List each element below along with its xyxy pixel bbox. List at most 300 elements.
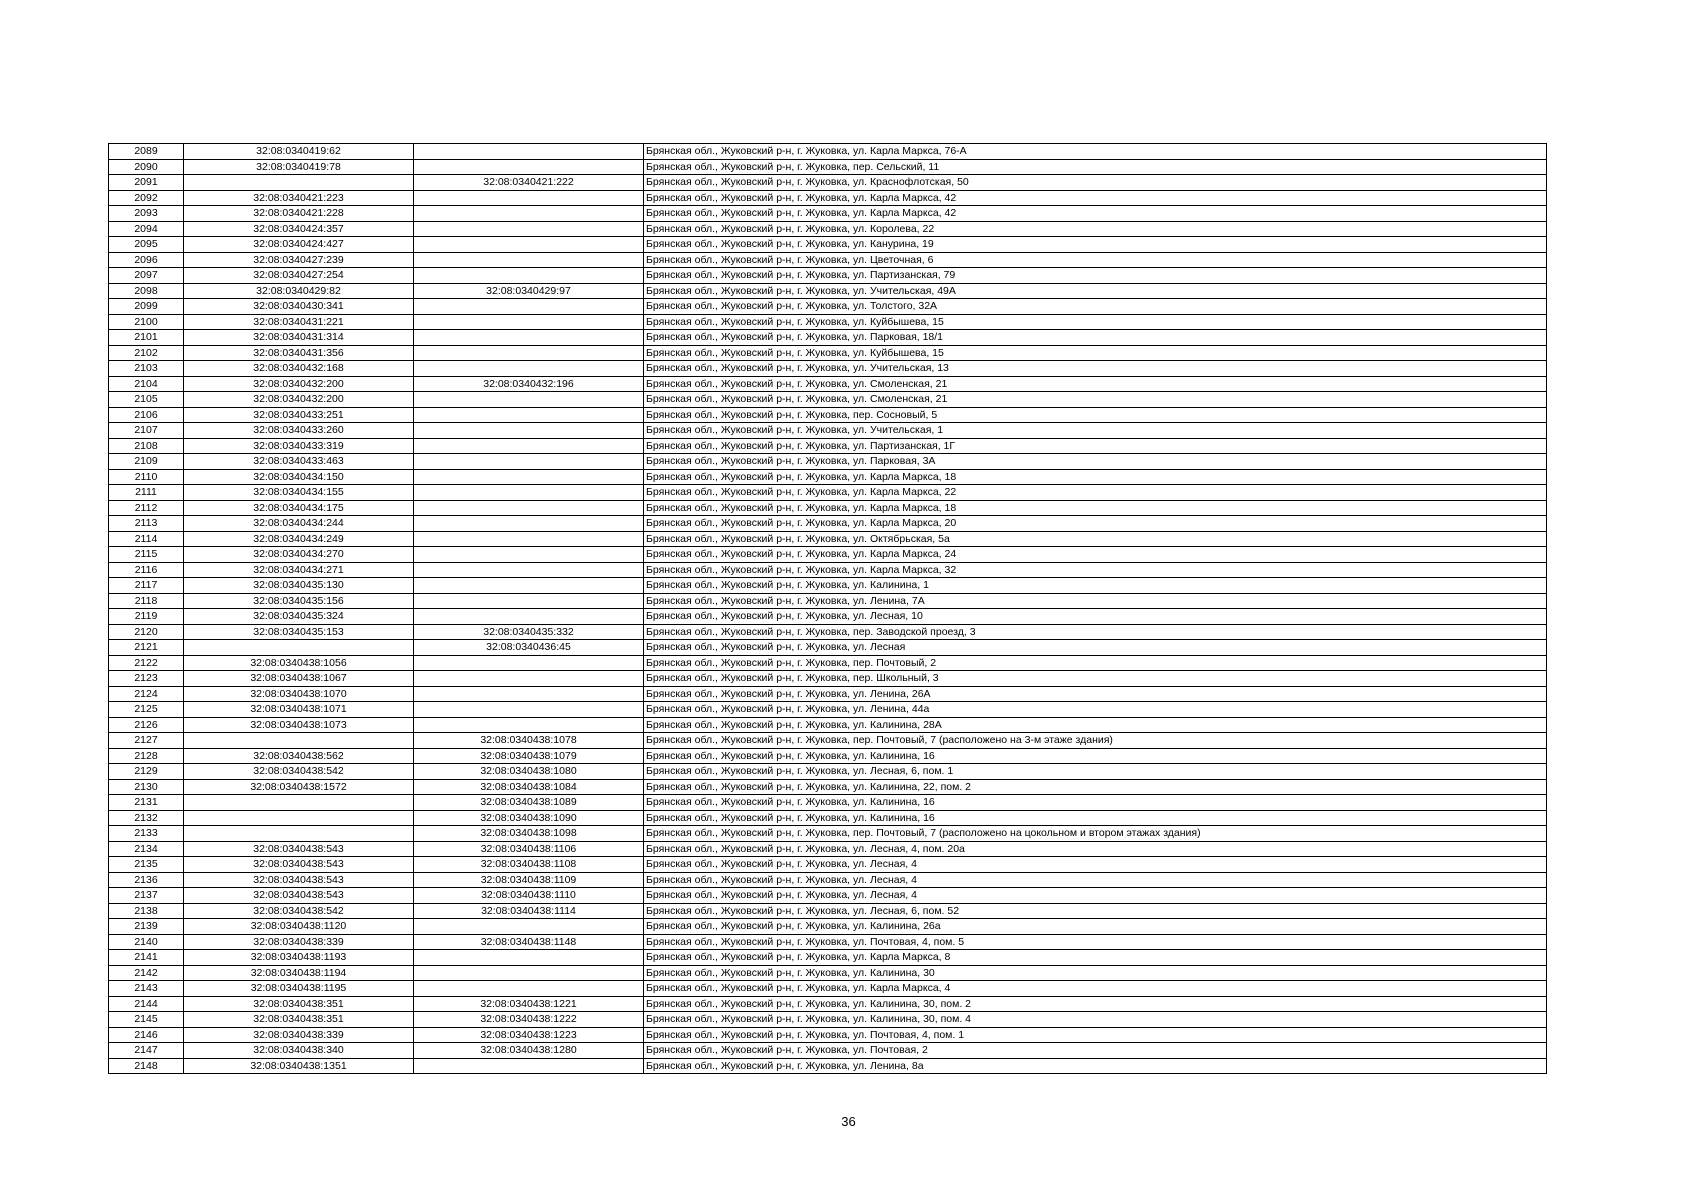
row-number-cell: 2104 <box>109 376 184 392</box>
cadastral-number-cell: 32:08:0340438:1120 <box>184 919 414 935</box>
related-cadastral-number-cell <box>414 655 644 671</box>
table-row <box>109 516 1547 532</box>
row-number-cell: 2107 <box>109 423 184 439</box>
related-cadastral-number-cell <box>414 144 644 160</box>
related-cadastral-number-cell <box>414 330 644 346</box>
cadastral-number-cell: 32:08:0340435:324 <box>184 609 414 625</box>
related-cadastral-number-cell <box>414 531 644 547</box>
row-number-cell: 2093 <box>109 206 184 222</box>
related-cadastral-number-cell <box>414 609 644 625</box>
table-row <box>109 423 1547 439</box>
address-cell: Брянская обл., Жуковский р-н, г. Жуковка, ул. Калинина, 30 <box>644 965 1547 981</box>
row-number-cell: 2100 <box>109 314 184 330</box>
row-number-cell: 2115 <box>109 547 184 563</box>
table-row <box>109 485 1547 501</box>
row-number-cell: 2148 <box>109 1058 184 1074</box>
address-cell: Брянская обл., Жуковский р-н, г. Жуковка, ул. Лесная, 4, пом. 20а <box>644 841 1547 857</box>
row-number-cell: 2089 <box>109 144 184 160</box>
related-cadastral-number-cell <box>414 314 644 330</box>
cadastral-number-cell: 32:08:0340438:340 <box>184 1043 414 1059</box>
cadastral-number-cell: 32:08:0340434:249 <box>184 531 414 547</box>
row-number-cell: 2103 <box>109 361 184 377</box>
table-row <box>109 1058 1547 1074</box>
row-number-cell: 2132 <box>109 810 184 826</box>
related-cadastral-number-cell <box>414 299 644 315</box>
row-number-cell: 2091 <box>109 175 184 191</box>
row-number-cell: 2113 <box>109 516 184 532</box>
address-cell: Брянская обл., Жуковский р-н, г. Жуковка, ул. Учительская, 49А <box>644 283 1547 299</box>
table-row <box>109 1012 1547 1028</box>
related-cadastral-number-cell <box>414 686 644 702</box>
table-row <box>109 562 1547 578</box>
cadastral-number-cell: 32:08:0340419:78 <box>184 159 414 175</box>
row-number-cell: 2118 <box>109 593 184 609</box>
row-number-cell: 2102 <box>109 345 184 361</box>
related-cadastral-number-cell <box>414 407 644 423</box>
table-row <box>109 221 1547 237</box>
row-number-cell: 2134 <box>109 841 184 857</box>
table-row <box>109 996 1547 1012</box>
related-cadastral-number-cell <box>414 485 644 501</box>
address-cell: Брянская обл., Жуковский р-н, г. Жуковка, ул. Октябрьская, 5а <box>644 531 1547 547</box>
row-number-cell: 2139 <box>109 919 184 935</box>
cadastral-number-cell: 32:08:0340421:223 <box>184 190 414 206</box>
cadastral-number-cell: 32:08:0340433:319 <box>184 438 414 454</box>
related-cadastral-number-cell <box>414 469 644 485</box>
table-row <box>109 314 1547 330</box>
related-cadastral-number-cell: 32:08:0340438:1148 <box>414 934 644 950</box>
address-cell: Брянская обл., Жуковский р-н, г. Жуковка, ул. Учительская, 1 <box>644 423 1547 439</box>
address-cell: Брянская обл., Жуковский р-н, г. Жуковка, пер. Сельский, 11 <box>644 159 1547 175</box>
related-cadastral-number-cell: 32:08:0340438:1089 <box>414 795 644 811</box>
table-row <box>109 454 1547 470</box>
cadastral-number-cell: 32:08:0340438:1071 <box>184 702 414 718</box>
related-cadastral-number-cell <box>414 345 644 361</box>
table-row <box>109 159 1547 175</box>
cadastral-number-cell: 32:08:0340438:1070 <box>184 686 414 702</box>
address-cell: Брянская обл., Жуковский р-н, г. Жуковка, пер. Школьный, 3 <box>644 671 1547 687</box>
related-cadastral-number-cell: 32:08:0340438:1098 <box>414 826 644 842</box>
property-table <box>108 143 1547 1074</box>
table-row <box>109 810 1547 826</box>
cadastral-number-cell: 32:08:0340433:251 <box>184 407 414 423</box>
cadastral-number-cell <box>184 640 414 656</box>
table-row <box>109 144 1547 160</box>
related-cadastral-number-cell: 32:08:0340438:1223 <box>414 1027 644 1043</box>
row-number-cell: 2090 <box>109 159 184 175</box>
address-cell: Брянская обл., Жуковский р-н, г. Жуковка, пер. Сосновый, 5 <box>644 407 1547 423</box>
row-number-cell: 2135 <box>109 857 184 873</box>
related-cadastral-number-cell: 32:08:0340438:1114 <box>414 903 644 919</box>
related-cadastral-number-cell <box>414 221 644 237</box>
row-number-cell: 2120 <box>109 624 184 640</box>
cadastral-number-cell: 32:08:0340433:463 <box>184 454 414 470</box>
row-number-cell: 2092 <box>109 190 184 206</box>
row-number-cell: 2140 <box>109 934 184 950</box>
address-cell: Брянская обл., Жуковский р-н, г. Жуковка, ул. Учительская, 13 <box>644 361 1547 377</box>
address-cell: Брянская обл., Жуковский р-н, г. Жуковка, ул. Смоленская, 21 <box>644 392 1547 408</box>
address-cell: Брянская обл., Жуковский р-н, г. Жуковка, ул. Карла Маркса, 42 <box>644 206 1547 222</box>
address-cell: Брянская обл., Жуковский р-н, г. Жуковка, ул. Карла Маркса, 18 <box>644 469 1547 485</box>
cadastral-number-cell <box>184 810 414 826</box>
table-row <box>109 733 1547 749</box>
address-cell: Брянская обл., Жуковский р-н, г. Жуковка, ул. Ленина, 26А <box>644 686 1547 702</box>
row-number-cell: 2144 <box>109 996 184 1012</box>
address-cell: Брянская обл., Жуковский р-н, г. Жуковка, ул. Калинина, 16 <box>644 795 1547 811</box>
address-cell: Брянская обл., Жуковский р-н, г. Жуковка, ул. Лесная, 6, пом. 1 <box>644 764 1547 780</box>
table-row <box>109 547 1547 563</box>
cadastral-number-cell: 32:08:0340431:221 <box>184 314 414 330</box>
table-row <box>109 438 1547 454</box>
table-row <box>109 268 1547 284</box>
table-row <box>109 671 1547 687</box>
cadastral-number-cell: 32:08:0340431:314 <box>184 330 414 346</box>
related-cadastral-number-cell <box>414 500 644 516</box>
address-cell: Брянская обл., Жуковский р-н, г. Жуковка, пер. Заводской проезд, 3 <box>644 624 1547 640</box>
address-cell: Брянская обл., Жуковский р-н, г. Жуковка, ул. Калинина, 22, пом. 2 <box>644 779 1547 795</box>
related-cadastral-number-cell <box>414 361 644 377</box>
row-number-cell: 2105 <box>109 392 184 408</box>
related-cadastral-number-cell: 32:08:0340438:1090 <box>414 810 644 826</box>
table-row <box>109 500 1547 516</box>
row-number-cell: 2145 <box>109 1012 184 1028</box>
row-number-cell: 2099 <box>109 299 184 315</box>
row-number-cell: 2142 <box>109 965 184 981</box>
address-cell: Брянская обл., Жуковский р-н, г. Жуковка, ул. Лесная, 4 <box>644 872 1547 888</box>
table-row <box>109 841 1547 857</box>
row-number-cell: 2127 <box>109 733 184 749</box>
cadastral-number-cell: 32:08:0340427:239 <box>184 252 414 268</box>
cadastral-number-cell: 32:08:0340435:153 <box>184 624 414 640</box>
table-row <box>109 376 1547 392</box>
cadastral-number-cell: 32:08:0340432:200 <box>184 376 414 392</box>
address-cell: Брянская обл., Жуковский р-н, г. Жуковка, ул. Смоленская, 21 <box>644 376 1547 392</box>
table-row <box>109 965 1547 981</box>
row-number-cell: 2128 <box>109 748 184 764</box>
address-cell: Брянская обл., Жуковский р-н, г. Жуковка, ул. Лесная, 4 <box>644 857 1547 873</box>
table-row <box>109 717 1547 733</box>
cadastral-number-cell: 32:08:0340438:351 <box>184 996 414 1012</box>
table-row <box>109 826 1547 842</box>
address-cell: Брянская обл., Жуковский р-н, г. Жуковка, ул. Карла Маркса, 8 <box>644 950 1547 966</box>
table-row <box>109 175 1547 191</box>
address-cell: Брянская обл., Жуковский р-н, г. Жуковка, ул. Карла Маркса, 42 <box>644 190 1547 206</box>
cadastral-number-cell: 32:08:0340419:62 <box>184 144 414 160</box>
address-cell: Брянская обл., Жуковский р-н, г. Жуковка, ул. Калинина, 1 <box>644 578 1547 594</box>
related-cadastral-number-cell <box>414 702 644 718</box>
cadastral-number-cell: 32:08:0340438:1067 <box>184 671 414 687</box>
table-row <box>109 857 1547 873</box>
address-cell: Брянская обл., Жуковский р-н, г. Жуковка, ул. Карла Маркса, 76-А <box>644 144 1547 160</box>
related-cadastral-number-cell <box>414 237 644 253</box>
related-cadastral-number-cell: 32:08:0340438:1084 <box>414 779 644 795</box>
cadastral-number-cell: 32:08:0340434:150 <box>184 469 414 485</box>
table-row <box>109 919 1547 935</box>
table-row <box>109 283 1547 299</box>
cadastral-number-cell: 32:08:0340438:562 <box>184 748 414 764</box>
table-row <box>109 748 1547 764</box>
related-cadastral-number-cell: 32:08:0340438:1108 <box>414 857 644 873</box>
related-cadastral-number-cell: 32:08:0340438:1222 <box>414 1012 644 1028</box>
row-number-cell: 2137 <box>109 888 184 904</box>
address-cell: Брянская обл., Жуковский р-н, г. Жуковка, ул. Канурина, 19 <box>644 237 1547 253</box>
address-cell: Брянская обл., Жуковский р-н, г. Жуковка, ул. Калинина, 16 <box>644 810 1547 826</box>
table-row <box>109 686 1547 702</box>
table-row <box>109 407 1547 423</box>
table-row <box>109 779 1547 795</box>
address-cell: Брянская обл., Жуковский р-н, г. Жуковка, ул. Куйбышева, 15 <box>644 314 1547 330</box>
row-number-cell: 2117 <box>109 578 184 594</box>
cadastral-number-cell: 32:08:0340433:260 <box>184 423 414 439</box>
row-number-cell: 2147 <box>109 1043 184 1059</box>
row-number-cell: 2110 <box>109 469 184 485</box>
cadastral-number-cell: 32:08:0340424:427 <box>184 237 414 253</box>
row-number-cell: 2119 <box>109 609 184 625</box>
address-cell: Брянская обл., Жуковский р-н, г. Жуковка, ул. Ленина, 7А <box>644 593 1547 609</box>
cadastral-number-cell: 32:08:0340430:341 <box>184 299 414 315</box>
related-cadastral-number-cell: 32:08:0340438:1280 <box>414 1043 644 1059</box>
related-cadastral-number-cell <box>414 1058 644 1074</box>
related-cadastral-number-cell: 32:08:0340421:222 <box>414 175 644 191</box>
related-cadastral-number-cell: 32:08:0340438:1078 <box>414 733 644 749</box>
table-row <box>109 252 1547 268</box>
address-cell: Брянская обл., Жуковский р-н, г. Жуковка, ул. Лесная, 4 <box>644 888 1547 904</box>
row-number-cell: 2121 <box>109 640 184 656</box>
row-number-cell: 2114 <box>109 531 184 547</box>
address-cell: Брянская обл., Жуковский р-н, г. Жуковка, ул. Калинина, 30, пом. 4 <box>644 1012 1547 1028</box>
address-cell: Брянская обл., Жуковский р-н, г. Жуковка, ул. Парковая, 18/1 <box>644 330 1547 346</box>
address-cell: Брянская обл., Жуковский р-н, г. Жуковка, ул. Партизанская, 1Г <box>644 438 1547 454</box>
related-cadastral-number-cell <box>414 423 644 439</box>
related-cadastral-number-cell <box>414 562 644 578</box>
address-cell: Брянская обл., Жуковский р-н, г. Жуковка, ул. Карла Маркса, 24 <box>644 547 1547 563</box>
related-cadastral-number-cell <box>414 965 644 981</box>
table-row <box>109 578 1547 594</box>
cadastral-number-cell: 32:08:0340438:543 <box>184 888 414 904</box>
row-number-cell: 2095 <box>109 237 184 253</box>
related-cadastral-number-cell <box>414 159 644 175</box>
row-number-cell: 2112 <box>109 500 184 516</box>
cadastral-number-cell: 32:08:0340438:543 <box>184 857 414 873</box>
address-cell: Брянская обл., Жуковский р-н, г. Жуковка, ул. Калинина, 28А <box>644 717 1547 733</box>
related-cadastral-number-cell: 32:08:0340432:196 <box>414 376 644 392</box>
address-cell: Брянская обл., Жуковский р-н, г. Жуковка, ул. Цветочная, 6 <box>644 252 1547 268</box>
related-cadastral-number-cell: 32:08:0340438:1110 <box>414 888 644 904</box>
row-number-cell: 2130 <box>109 779 184 795</box>
cadastral-number-cell: 32:08:0340434:244 <box>184 516 414 532</box>
address-cell: Брянская обл., Жуковский р-н, г. Жуковка, ул. Лесная, 10 <box>644 609 1547 625</box>
cadastral-number-cell: 32:08:0340434:271 <box>184 562 414 578</box>
row-number-cell: 2106 <box>109 407 184 423</box>
cadastral-number-cell: 32:08:0340438:1195 <box>184 981 414 997</box>
related-cadastral-number-cell: 32:08:0340429:97 <box>414 283 644 299</box>
row-number-cell: 2108 <box>109 438 184 454</box>
table-row <box>109 299 1547 315</box>
address-cell: Брянская обл., Жуковский р-н, г. Жуковка, ул. Краснофлотская, 50 <box>644 175 1547 191</box>
related-cadastral-number-cell <box>414 717 644 733</box>
address-cell: Брянская обл., Жуковский р-н, г. Жуковка, ул. Карла Маркса, 20 <box>644 516 1547 532</box>
row-number-cell: 2111 <box>109 485 184 501</box>
related-cadastral-number-cell <box>414 206 644 222</box>
table-row <box>109 624 1547 640</box>
row-number-cell: 2122 <box>109 655 184 671</box>
table-row <box>109 872 1547 888</box>
cadastral-number-cell: 32:08:0340438:543 <box>184 841 414 857</box>
cadastral-number-cell: 32:08:0340427:254 <box>184 268 414 284</box>
related-cadastral-number-cell <box>414 392 644 408</box>
related-cadastral-number-cell <box>414 578 644 594</box>
cadastral-number-cell: 32:08:0340438:351 <box>184 1012 414 1028</box>
table-row <box>109 1027 1547 1043</box>
address-cell: Брянская обл., Жуковский р-н, г. Жуковка, ул. Куйбышева, 15 <box>644 345 1547 361</box>
row-number-cell: 2141 <box>109 950 184 966</box>
address-cell: Брянская обл., Жуковский р-н, г. Жуковка, пер. Почтовый, 2 <box>644 655 1547 671</box>
related-cadastral-number-cell <box>414 454 644 470</box>
related-cadastral-number-cell: 32:08:0340438:1106 <box>414 841 644 857</box>
address-cell: Брянская обл., Жуковский р-н, г. Жуковка, ул. Карла Маркса, 22 <box>644 485 1547 501</box>
row-number-cell: 2097 <box>109 268 184 284</box>
cadastral-number-cell: 32:08:0340438:542 <box>184 903 414 919</box>
related-cadastral-number-cell <box>414 919 644 935</box>
row-number-cell: 2101 <box>109 330 184 346</box>
table-row <box>109 593 1547 609</box>
related-cadastral-number-cell <box>414 547 644 563</box>
related-cadastral-number-cell <box>414 190 644 206</box>
cadastral-number-cell <box>184 826 414 842</box>
address-cell: Брянская обл., Жуковский р-н, г. Жуковка, пер. Почтовый, 7 (расположено на 3-м этаже здания) <box>644 733 1547 749</box>
address-cell: Брянская обл., Жуковский р-н, г. Жуковка, ул. Калинина, 26а <box>644 919 1547 935</box>
address-cell: Брянская обл., Жуковский р-н, г. Жуковка, ул. Карла Маркса, 4 <box>644 981 1547 997</box>
cadastral-number-cell: 32:08:0340429:82 <box>184 283 414 299</box>
address-cell: Брянская обл., Жуковский р-н, г. Жуковка, ул. Лесная, 6, пом. 52 <box>644 903 1547 919</box>
related-cadastral-number-cell <box>414 593 644 609</box>
cadastral-number-cell <box>184 175 414 191</box>
table-row <box>109 981 1547 997</box>
row-number-cell: 2109 <box>109 454 184 470</box>
cadastral-number-cell: 32:08:0340434:155 <box>184 485 414 501</box>
table-row <box>109 345 1547 361</box>
cadastral-number-cell: 32:08:0340438:543 <box>184 872 414 888</box>
cadastral-number-cell: 32:08:0340421:228 <box>184 206 414 222</box>
cadastral-number-cell: 32:08:0340434:175 <box>184 500 414 516</box>
address-cell: Брянская обл., Жуковский р-н, г. Жуковка, ул. Калинина, 16 <box>644 748 1547 764</box>
row-number-cell: 2131 <box>109 795 184 811</box>
table-row <box>109 392 1547 408</box>
table-row <box>109 764 1547 780</box>
table-row <box>109 640 1547 656</box>
table-row <box>109 330 1547 346</box>
cadastral-number-cell: 32:08:0340432:168 <box>184 361 414 377</box>
table-row <box>109 190 1547 206</box>
related-cadastral-number-cell <box>414 252 644 268</box>
related-cadastral-number-cell <box>414 671 644 687</box>
address-cell: Брянская обл., Жуковский р-н, г. Жуковка, ул. Толстого, 32А <box>644 299 1547 315</box>
address-cell: Брянская обл., Жуковский р-н, г. Жуковка, ул. Почтовая, 2 <box>644 1043 1547 1059</box>
cadastral-number-cell: 32:08:0340438:339 <box>184 1027 414 1043</box>
address-cell: Брянская обл., Жуковский р-н, г. Жуковка, ул. Ленина, 8а <box>644 1058 1547 1074</box>
related-cadastral-number-cell: 32:08:0340436:45 <box>414 640 644 656</box>
cadastral-number-cell: 32:08:0340438:542 <box>184 764 414 780</box>
row-number-cell: 2129 <box>109 764 184 780</box>
table-body <box>109 144 1547 1074</box>
related-cadastral-number-cell <box>414 268 644 284</box>
table-row <box>109 795 1547 811</box>
cadastral-number-cell <box>184 733 414 749</box>
table-row <box>109 237 1547 253</box>
table-row <box>109 1043 1547 1059</box>
row-number-cell: 2096 <box>109 252 184 268</box>
related-cadastral-number-cell: 32:08:0340438:1109 <box>414 872 644 888</box>
related-cadastral-number-cell <box>414 516 644 532</box>
table-row <box>109 702 1547 718</box>
row-number-cell: 2098 <box>109 283 184 299</box>
address-cell: Брянская обл., Жуковский р-н, г. Жуковка, ул. Калинина, 30, пом. 2 <box>644 996 1547 1012</box>
related-cadastral-number-cell: 32:08:0340438:1079 <box>414 748 644 764</box>
row-number-cell: 2124 <box>109 686 184 702</box>
address-cell: Брянская обл., Жуковский р-н, г. Жуковка, ул. Партизанская, 79 <box>644 268 1547 284</box>
related-cadastral-number-cell: 32:08:0340435:332 <box>414 624 644 640</box>
row-number-cell: 2094 <box>109 221 184 237</box>
row-number-cell: 2146 <box>109 1027 184 1043</box>
table-row <box>109 609 1547 625</box>
address-cell: Брянская обл., Жуковский р-н, г. Жуковка, ул. Королева, 22 <box>644 221 1547 237</box>
cadastral-number-cell: 32:08:0340438:339 <box>184 934 414 950</box>
cadastral-number-cell: 32:08:0340435:156 <box>184 593 414 609</box>
row-number-cell: 2123 <box>109 671 184 687</box>
cadastral-number-cell: 32:08:0340424:357 <box>184 221 414 237</box>
related-cadastral-number-cell <box>414 981 644 997</box>
address-cell: Брянская обл., Жуковский р-н, г. Жуковка, ул. Лесная <box>644 640 1547 656</box>
address-cell: Брянская обл., Жуковский р-н, г. Жуковка, ул. Почтовая, 4, пом. 5 <box>644 934 1547 950</box>
address-cell: Брянская обл., Жуковский р-н, г. Жуковка, пер. Почтовый, 7 (расположено на цокольном и втором этажах здания) <box>644 826 1547 842</box>
related-cadastral-number-cell: 32:08:0340438:1080 <box>414 764 644 780</box>
cadastral-number-cell: 32:08:0340431:356 <box>184 345 414 361</box>
address-cell: Брянская обл., Жуковский р-н, г. Жуковка, ул. Карла Маркса, 32 <box>644 562 1547 578</box>
table-row <box>109 903 1547 919</box>
cadastral-number-cell: 32:08:0340438:1056 <box>184 655 414 671</box>
row-number-cell: 2136 <box>109 872 184 888</box>
cadastral-number-cell: 32:08:0340438:1572 <box>184 779 414 795</box>
related-cadastral-number-cell: 32:08:0340438:1221 <box>414 996 644 1012</box>
row-number-cell: 2133 <box>109 826 184 842</box>
related-cadastral-number-cell <box>414 438 644 454</box>
address-cell: Брянская обл., Жуковский р-н, г. Жуковка, ул. Парковая, 3А <box>644 454 1547 470</box>
table-row <box>109 469 1547 485</box>
cadastral-number-cell: 32:08:0340438:1193 <box>184 950 414 966</box>
cadastral-number-cell: 32:08:0340438:1073 <box>184 717 414 733</box>
table-row <box>109 888 1547 904</box>
row-number-cell: 2125 <box>109 702 184 718</box>
cadastral-number-cell: 32:08:0340438:1194 <box>184 965 414 981</box>
row-number-cell: 2138 <box>109 903 184 919</box>
row-number-cell: 2143 <box>109 981 184 997</box>
cadastral-number-cell: 32:08:0340434:270 <box>184 547 414 563</box>
cadastral-number-cell: 32:08:0340432:200 <box>184 392 414 408</box>
table-row <box>109 531 1547 547</box>
cadastral-number-cell: 32:08:0340435:130 <box>184 578 414 594</box>
row-number-cell: 2126 <box>109 717 184 733</box>
table-row <box>109 206 1547 222</box>
related-cadastral-number-cell <box>414 950 644 966</box>
table-row <box>109 934 1547 950</box>
table-row <box>109 361 1547 377</box>
table-row <box>109 655 1547 671</box>
table-row <box>109 950 1547 966</box>
cadastral-number-cell <box>184 795 414 811</box>
row-number-cell: 2116 <box>109 562 184 578</box>
address-cell: Брянская обл., Жуковский р-н, г. Жуковка, ул. Ленина, 44а <box>644 702 1547 718</box>
page-number: 36 <box>841 1114 856 1129</box>
